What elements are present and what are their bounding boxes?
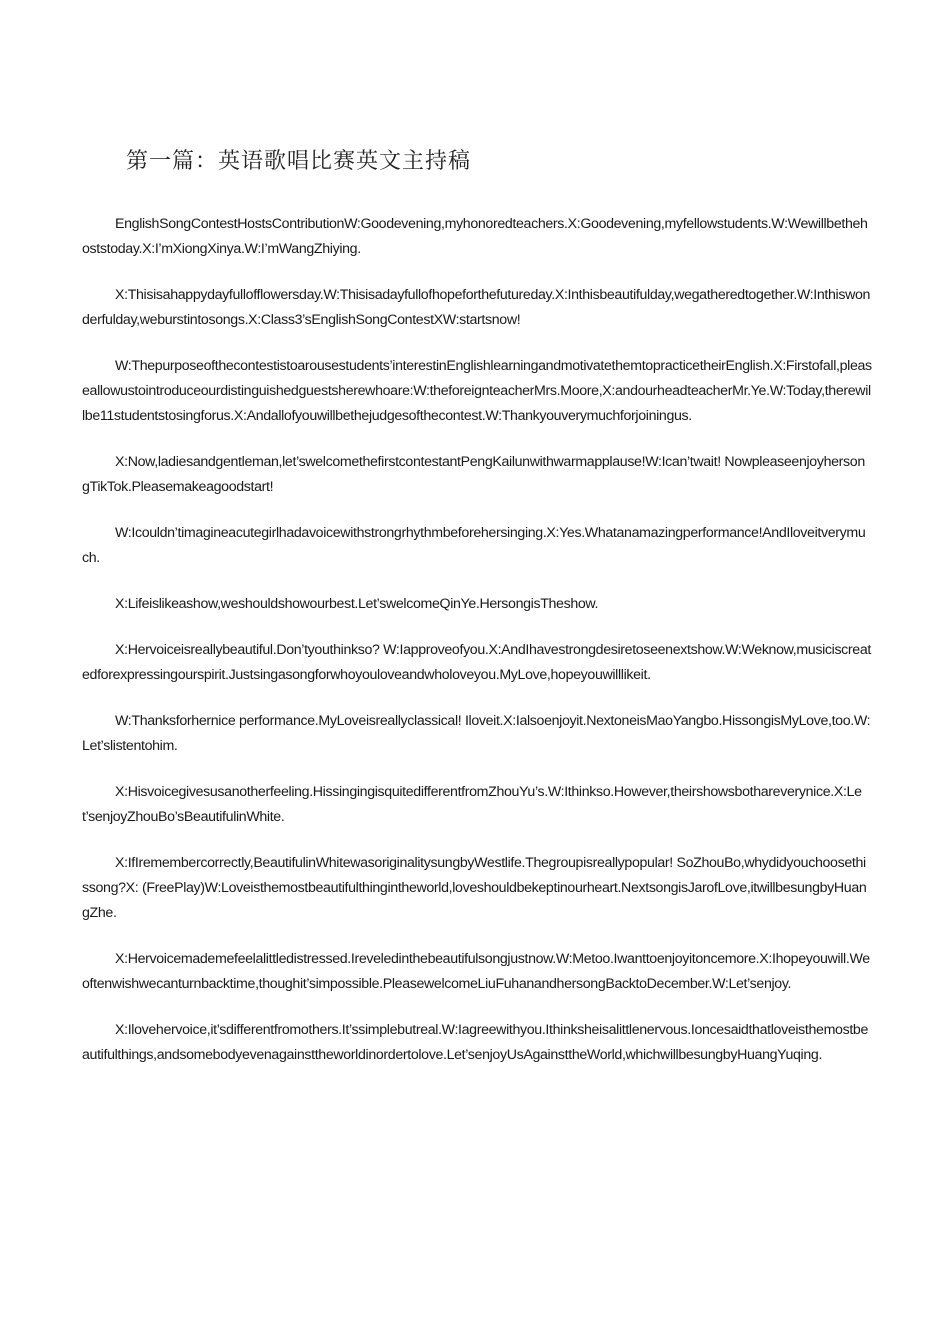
paragraph: X:Lifeislikeashow,weshouldshowourbest.Let’swelcomeQinYe.HersongisTheshow. [115,596,599,612]
paragraph: W:Thanksforhernice performance.MyLoveisreallyclassical! Iloveit.X:Ialsoenjoyit.NextoneisMaoYangbo.HissongisMyLove,too.W:Let’slistentohim. [82,713,871,754]
paragraph: W:Thepurposeofthecontestistoarousestudents’interestinEnglishlearningandmotivatethemtopracticetheirEnglish.X:Firstofall,pleaseallowustointroduceourdistinguishedguestsherewhoare:W:theforeignteacherMrs.Moore,X:andourheadteacherMr.Ye.W:Today,therewillbe11studentstosingforus.X:Andallofyouwillbethejudgesofthecontest.W:Thankyouverymuchforjoiningus. [82,358,872,424]
paragraph: X:Hisvoicegivesusanotherfeeling.HissingingisquitedifferentfromZhouYu’s.W:Ithinkso.However,theirshowsbothareverynice.X:Let’senjoyZhouBo’sBeautifulinWhite. [82,784,862,825]
paragraph: X:Ilovehervoice,it’sdifferentfromothers.It’ssimplebutreal.W:Iagreewithyou.Ithinksheisalittlenervous.Ioncesaidthatloveisthemostbeautifulthings,andsomebodyevenagainsttheworldinordertolove.Let’senjoyUsAgainsttheWorld,whichwillbesungbyHuangYuqing. [82,1022,869,1063]
paragraph: W:Icouldn’timagineacutegirlhadavoicewithstrongrhythmbeforehersinging.X:Yes.Whatanamazingperformance!AndIloveitverymuch. [82,525,866,566]
document-title: 第一篇：英语歌唱比赛英文主持稿 [126,149,472,174]
paragraph: X:Hervoiceisreallybeautiful.Don’tyouthinkso? W:Iapproveofyou.X:AndIhavestrongdesiretoseenextshow.W:Weknow,musiciscreatedforexpressingourspirit.Justsingasongforwhoyouloveandwholoveyou.MyLove,hopeyouwilllikeit. [82,642,871,683]
paragraph: EnglishSongContestHostsContributionW:Goodevening,myhonoredteachers.X:Goodevening,myfellowstudents.W:Wewillbethehoststoday.X:I’mXiongXinya.W:I’mWangZhiying. [82,216,868,257]
paragraph: X:IfIremembercorrectly,BeautifulinWhitewasoriginalitysungbyWestlife.Thegroupisreallypopular! SoZhouBo,whydidyouchoosethissong?X: (FreePlay)W:Loveisthemostbeautifulthingintheworld,loveshouldbekeptinourheart.NextsongisJarofLove,itwillbesungbyHuangZhe. [82,855,867,921]
paragraph: X:Thisisahappydayfullofflowersday.W:Thisisadayfullofhopeforthefutureday.X:Inthisbeautifulday,wegatheredtogether.W:Inthiswonderfulday,weburstintosongs.X:Class3’sEnglishSongContestXW:startsnow! [82,287,871,328]
paragraph: X:Now,ladiesandgentleman,let’swelcomethefirstcontestantPengKailunwithwarmapplause!W:Ican’twait! NowpleaseenjoyhersongTikTok.Pleasemakeagoodstart! [82,454,865,495]
document-body [82,212,872,1089]
paragraph: X:Hervoicemademefeelalittledistressed.Ireveledinthebeautifulsongjustnow.W:Metoo.Iwanttoenjoyitoncemore.X:Ihopeyouwill.Weoftenwishwecanturnbacktime,thoughit’simpossible.PleasewelcomeLiuFuhanandhersongBacktoDecember.W:Let’senjoy. [82,951,870,992]
